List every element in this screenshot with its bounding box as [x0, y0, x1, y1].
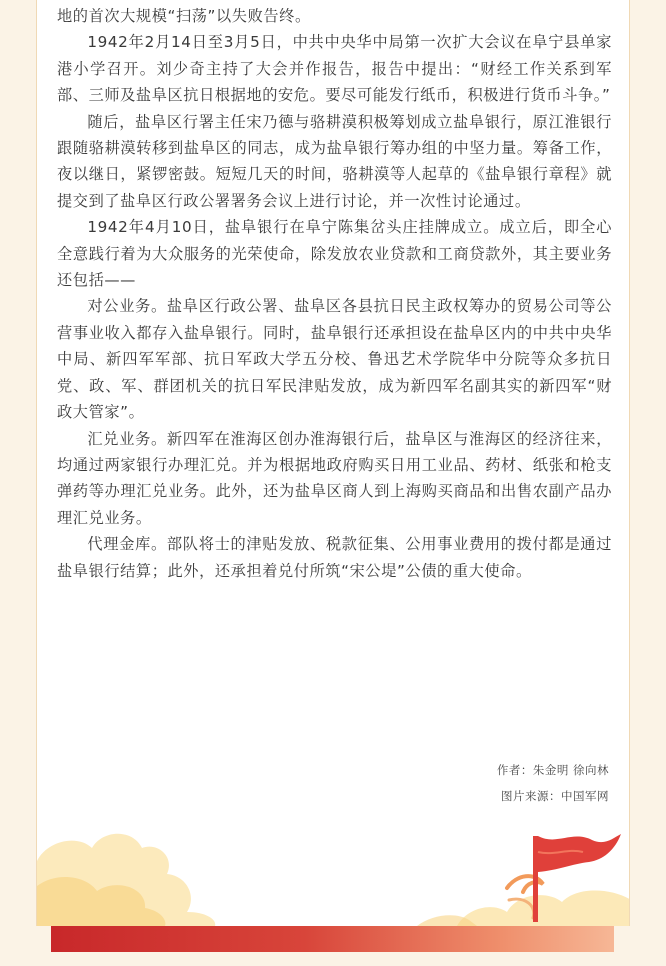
article-paragraph: 地的首次大规模“扫荡”以失败告终。 — [57, 7, 311, 25]
article-paragraph: 1942年2月14日至3月5日，中共中央华中局第一次扩大会议在阜宁县单家港小学召开。刘少奇主持了大会并作报告，报告中提出：“财经工作关系到军部、三师及盐阜区抗日根据地的安危。要尽可能发行纸币，积极进行货币斗争。” — [57, 33, 612, 105]
credits — [497, 757, 609, 809]
author-credit: 作者：朱金明 徐向林 — [496, 763, 609, 777]
article-paragraph: 汇兑业务。新四军在淮海区创办淮海银行后，盐阜区与淮海区的经济往来，均通过两家银行办理汇兑。并为根据地政府购买日用工业品、药材、纸张和枪支弹药等办理汇兑业务。此外，还为盐阜区商人到上海购买商品和出售农副产品办理汇兑业务。 — [57, 429, 612, 527]
article-paragraph: 代理金库。部队将士的津贴发放、税款征集、公用事业费用的拨付都是通过盐阜银行结算；此外，还承担着兑付所筑“宋公堤”公债的重大使命。 — [57, 535, 612, 580]
article-paragraph: 对公业务。盐阜区行政公署、盐阜区各县抗日民主政权筹办的贸易公司等公营事业收入都存入盐阜银行。同时，盐阜银行还承担设在盐阜区内的中共中央华中局、新四军军部、抗日军政大学五分校、鲁迅艺术学院华中分院等众多抗日党、政、军、群团机关的抗日军民津贴发放，成为新四军名副其实的新四军“财政大管家”。 — [57, 297, 612, 422]
article-body — [57, 3, 612, 584]
article-paragraph: 1942年4月10日，盐阜银行在阜宁陈集岔头庄挂牌成立。成立后，即全心全意践行着为大众服务的光荣使命，除发放农业贷款和工商贷款外，其主要业务还包括—— — [57, 218, 612, 290]
footer-gradient-bar — [51, 926, 614, 952]
image-source-credit: 图片来源：中国军网 — [501, 789, 609, 803]
footer-decoration — [37, 816, 630, 926]
article-paragraph: 随后，盐阜区行署主任宋乃德与骆耕漠积极筹划成立盐阜银行，原江淮银行跟随骆耕漠转移到盐阜区的同志，成为盐阜银行筹办组的中坚力量。筹备工作，夜以继日，紧锣密鼓。短短几天的时间，骆耕漠等人起草的《盐阜银行章程》就提交到了盐阜区行政公署署务会议上进行讨论，并一次性讨论通过。 — [57, 112, 612, 210]
article-card — [36, 0, 630, 926]
